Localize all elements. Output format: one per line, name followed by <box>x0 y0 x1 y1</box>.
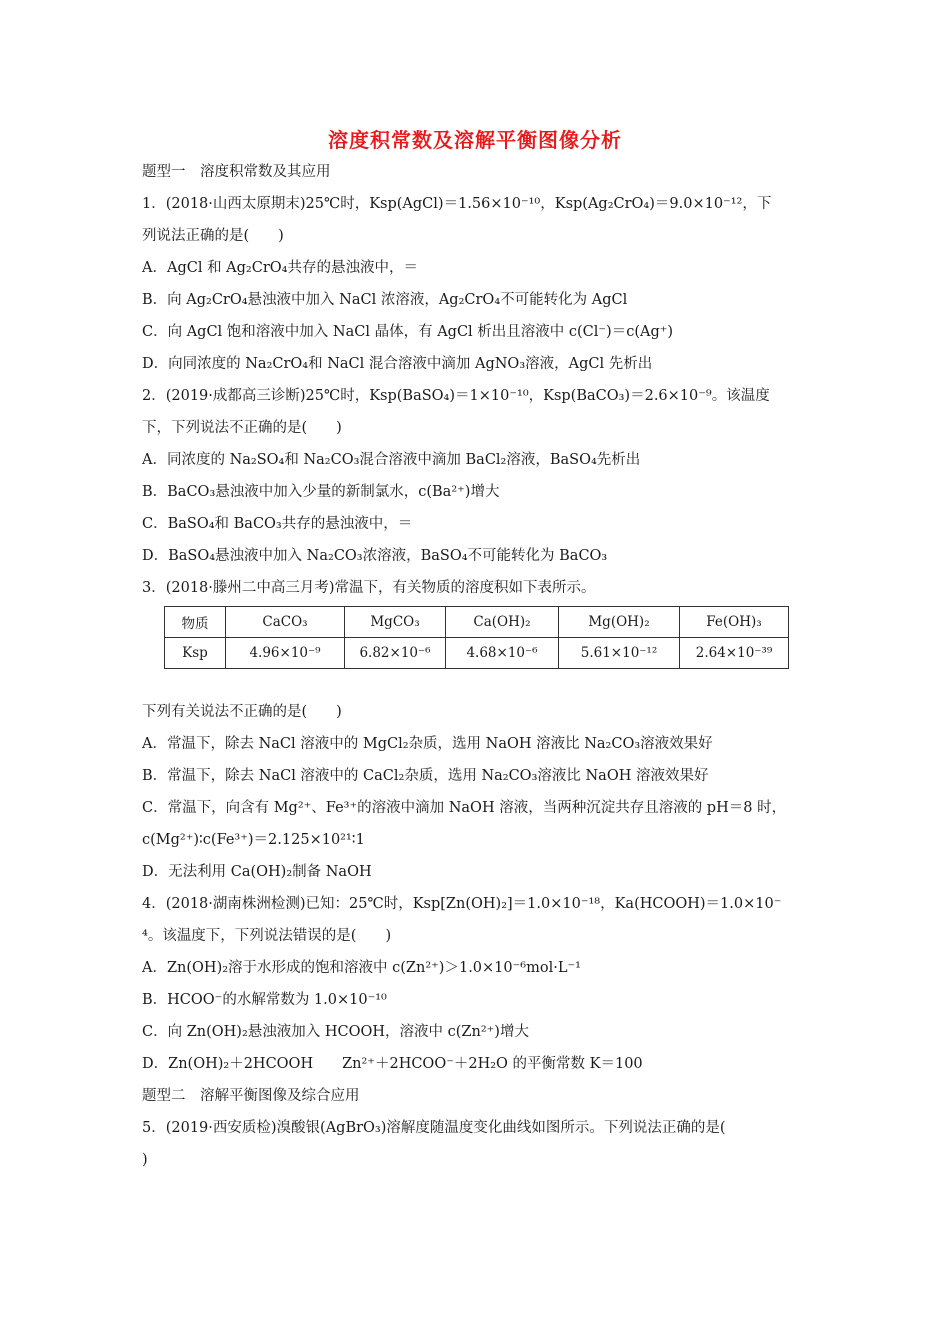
question-3-option-a: A．常温下，除去 NaCl 溶液中的 MgCl₂杂质，选用 NaOH 溶液比 Na₂CO₃溶液效果好 <box>142 736 713 752</box>
question-4-option-b: B．HCOO⁻的水解常数为 1.0×10⁻¹⁰ <box>142 992 387 1008</box>
question-2-stem-cont: 下，下列说法不正确的是( ) <box>142 420 342 436</box>
table-cell: Ksp <box>165 638 226 669</box>
table-header-cell: Ca(OH)₂ <box>446 607 559 638</box>
table-cell: 2.64×10⁻³⁹ <box>680 638 789 669</box>
question-1-option-a: A．AgCl 和 Ag₂CrO₄共存的悬浊液中，＝ <box>142 260 418 276</box>
table-cell: 4.96×10⁻⁹ <box>226 638 345 669</box>
question-2-option-c: C．BaSO₄和 BaCO₃共存的悬浊液中，＝ <box>142 516 413 532</box>
question-2-option-a: A．同浓度的 Na₂SO₄和 Na₂CO₃混合溶液中滴加 BaCl₂溶液，BaSO₄先析出 <box>142 452 641 468</box>
section-heading-1: 题型一 溶度积常数及其应用 <box>142 164 331 180</box>
question-4-stem: 4．(2018·湖南株洲检测)已知：25℃时，Ksp[Zn(OH)₂]＝1.0×10⁻¹⁸，Ka(HCOOH)＝1.0×10⁻ <box>142 896 782 912</box>
table-header-cell: Mg(OH)₂ <box>559 607 680 638</box>
question-4-option-d: D．Zn(OH)₂＋2HCOOH Zn²⁺＋2HCOO⁻＋2H₂O 的平衡常数 K＝100 <box>142 1056 643 1072</box>
question-5-stem-cont: ) <box>142 1152 148 1168</box>
question-1-option-b: B．向 Ag₂CrO₄悬浊液中加入 NaCl 浓溶液，Ag₂CrO₄不可能转化为 AgCl <box>142 292 628 308</box>
question-3-option-c-cont: c(Mg²⁺)∶c(Fe³⁺)＝2.125×10²¹∶1 <box>142 832 365 848</box>
table-header-cell: MgCO₃ <box>345 607 446 638</box>
question-5-stem: 5．(2019·西安质检)溴酸银(AgBrO₃)溶解度随温度变化曲线如图所示。下列说法正确的是( <box>142 1120 726 1136</box>
question-3-option-c: C．常温下，向含有 Mg²⁺、Fe³⁺的溶液中滴加 NaOH 溶液，当两种沉淀共存且溶液的 pH＝8 时， <box>142 800 787 816</box>
question-4-stem-cont: ⁴。该温度下，下列说法错误的是( ) <box>142 928 392 944</box>
question-2-option-d: D．BaSO₄悬浊液中加入 Na₂CO₃浓溶液，BaSO₄不可能转化为 BaCO₃ <box>142 548 608 564</box>
table-header-row <box>165 607 789 638</box>
table-cell: 4.68×10⁻⁶ <box>446 638 559 669</box>
question-1-option-c: C．向 AgCl 饱和溶液中加入 NaCl 晶体，有 AgCl 析出且溶液中 c(Cl⁻)＝c(Ag⁺) <box>142 324 674 340</box>
question-1-stem: 1．(2018·山西太原期末)25℃时，Ksp(AgCl)＝1.56×10⁻¹⁰，Ksp(Ag₂CrO₄)＝9.0×10⁻¹²，下 <box>142 196 772 212</box>
question-2-stem: 2．(2019·成都高三诊断)25℃时，Ksp(BaSO₄)＝1×10⁻¹⁰，Ksp(BaCO₃)＝2.6×10⁻⁹。该温度 <box>142 388 770 404</box>
question-1-stem-cont: 列说法正确的是( ) <box>142 228 284 244</box>
table-cell: 6.82×10⁻⁶ <box>345 638 446 669</box>
section-heading-2: 题型二 溶解平衡图像及综合应用 <box>142 1088 360 1104</box>
question-4-option-a: A．Zn(OH)₂溶于水形成的饱和溶液中 c(Zn²⁺)＞1.0×10⁻⁶mol·L⁻¹ <box>142 960 581 976</box>
document-title: 溶度积常数及溶解平衡图像分析 <box>328 128 622 152</box>
ksp-table <box>164 606 789 669</box>
question-1-option-d: D．向同浓度的 Na₂CrO₄和 NaCl 混合溶液中滴加 AgNO₃溶液，AgCl 先析出 <box>142 356 653 372</box>
table-cell: 5.61×10⁻¹² <box>559 638 680 669</box>
question-3-stem: 3．(2018·滕州二中高三月考)常温下，有关物质的溶度积如下表所示。 <box>142 580 596 596</box>
table-header-cell: CaCO₃ <box>226 607 345 638</box>
question-2-option-b: B．BaCO₃悬浊液中加入少量的新制氯水，c(Ba²⁺)增大 <box>142 484 500 500</box>
table-header-cell: 物质 <box>165 607 226 638</box>
table-row <box>165 638 789 669</box>
question-3-prompt: 下列有关说法不正确的是( ) <box>142 704 342 720</box>
table-header-cell: Fe(OH)₃ <box>680 607 789 638</box>
question-4-option-c: C．向 Zn(OH)₂悬浊液加入 HCOOH，溶液中 c(Zn²⁺)增大 <box>142 1024 529 1040</box>
question-3-option-d: D．无法利用 Ca(OH)₂制备 NaOH <box>142 864 372 880</box>
question-3-option-b: B．常温下，除去 NaCl 溶液中的 CaCl₂杂质，选用 Na₂CO₃溶液比 NaOH 溶液效果好 <box>142 768 709 784</box>
